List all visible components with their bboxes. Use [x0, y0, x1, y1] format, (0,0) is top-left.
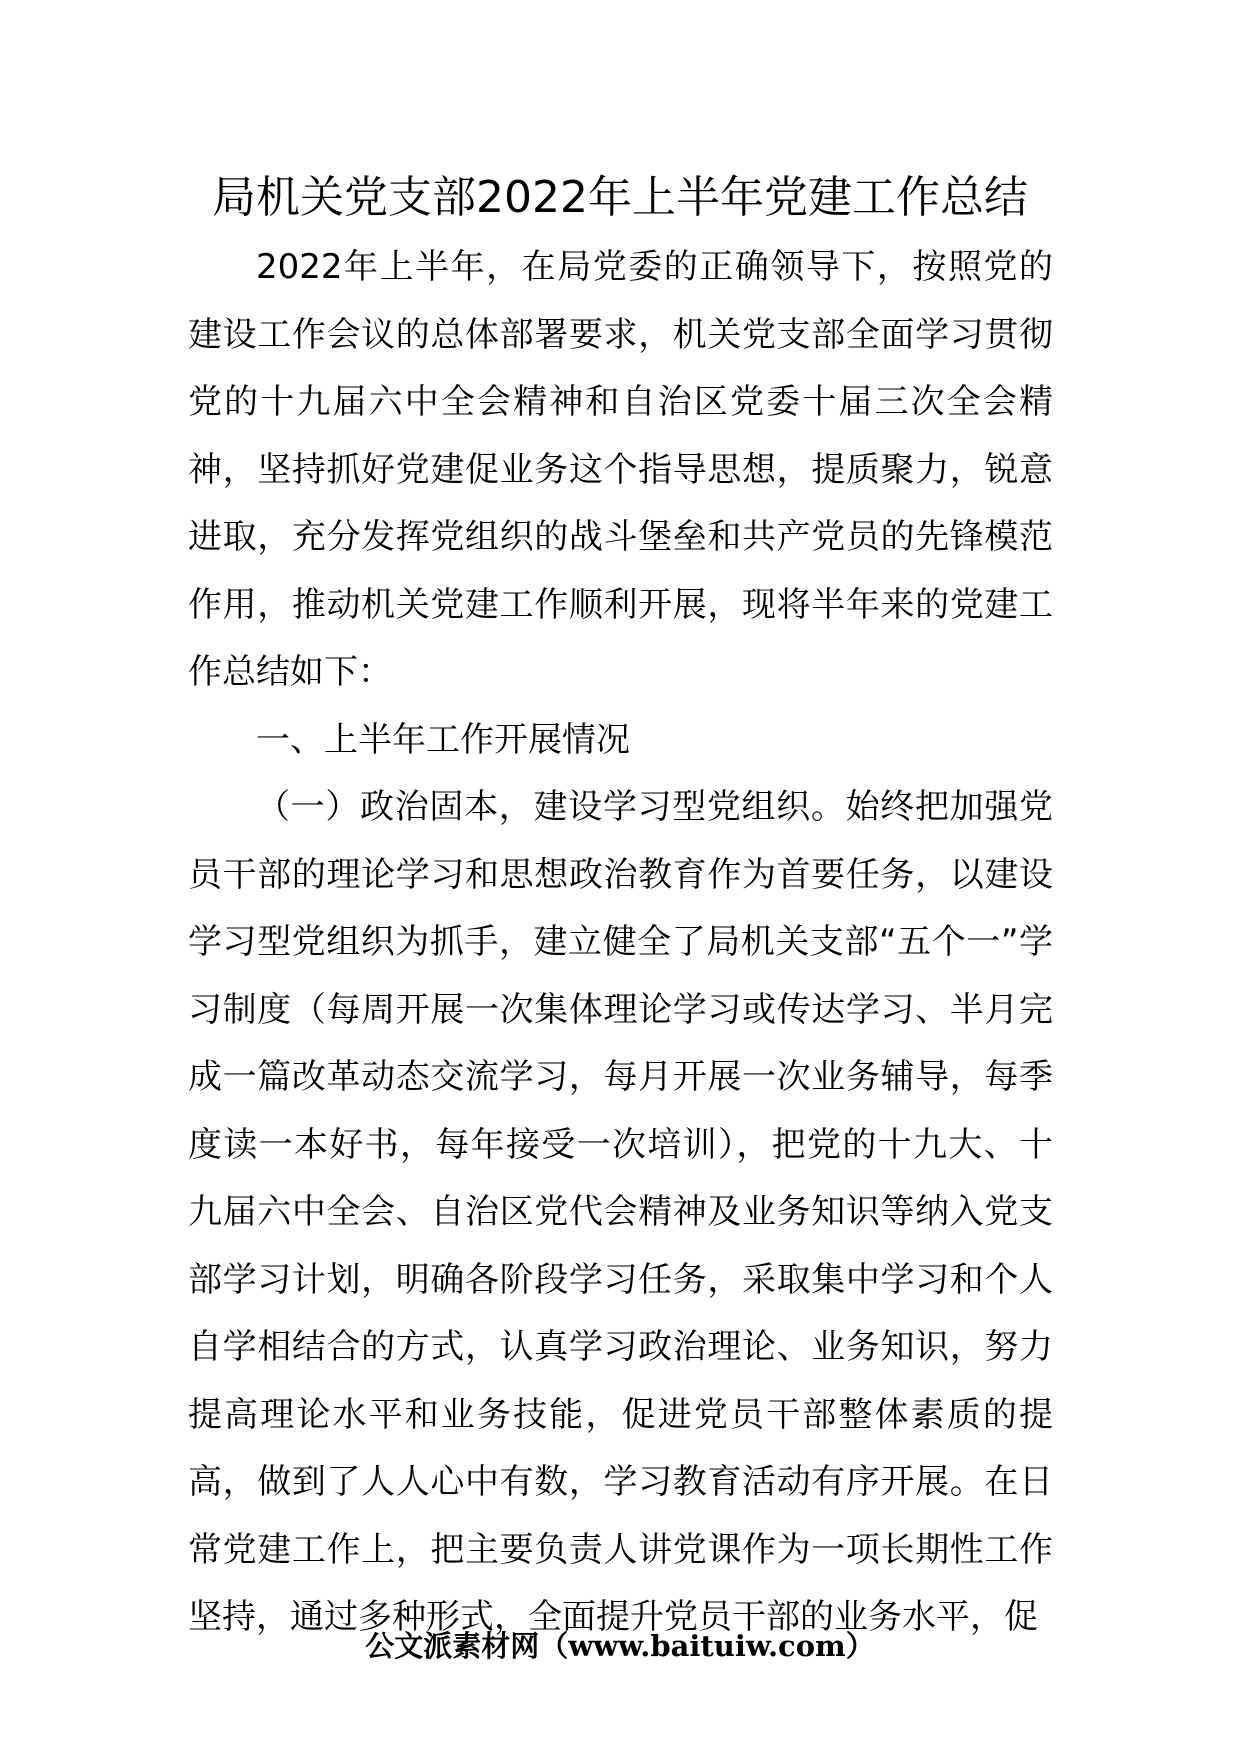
- page-footer-watermark: 公文派素材网（www.baituiw.com）: [365, 1629, 875, 1663]
- paragraph-political-study: （一）政治固本，建设学习型党组织。始终把加强党员干部的理论学习和思想政治教育作为首要任务，以建设学习型党组织为抓手，建立健全了局机关支部“五个一”学习制度（每周开展一次集体理论学习或传达学习、半月完成一篇改革动态交流学习，每月开展一次业务辅导，每季度读一本好书，每年接受一次培训），把党的十九大、十九届六中全会、自治区党代会精神及业务知识等纳入党支部学习计划，明确各阶段学习任务，采取集中学习和个人自学相结合的方式，认真学习政治理论、业务知识，努力提高理论水平和业务技能，促进党员干部整体素质的提高，做到了人人心中有数，学习教育活动有序开展。在日常党建工作上，把主要负责人讲党课作为一项长期性工作坚持，通过多种形式，全面提升党员干部的业务水平，促: [188, 787, 1053, 1637]
- paragraph-intro: 2022年上半年，在局党委的正确领导下，按照党的建设工作会议的总体部署要求，机关党支部全面学习贯彻党的十九届六中全会精神和自治区党委十届三次全会精神，坚持抓好党建促业务这个指导思想，提质聚力，锐意进取，充分发挥党组织的战斗堡垒和共产党员的先锋模范作用，推动机关党建工作顺利开展，现将半年来的党建工作总结如下：: [188, 247, 1053, 692]
- document-body: [188, 234, 1053, 1652]
- document-title: 局机关党支部2022年上半年党建工作总结: [212, 172, 1028, 223]
- section-heading: 一、上半年工作开展情况: [256, 719, 630, 760]
